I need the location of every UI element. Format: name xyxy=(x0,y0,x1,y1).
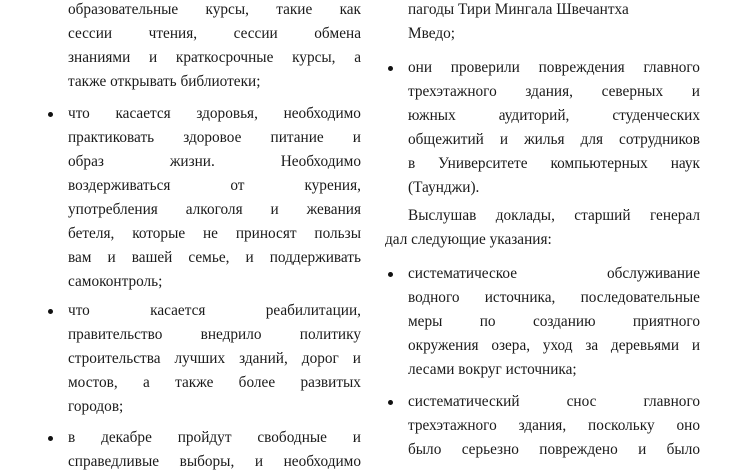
word: в xyxy=(408,155,416,172)
word: справедливые xyxy=(68,453,160,470)
word: и xyxy=(499,131,509,148)
text-line xyxy=(68,426,361,450)
word: жилья xyxy=(524,131,565,148)
text-line xyxy=(68,222,361,246)
word: и xyxy=(270,201,279,218)
word: что xyxy=(68,105,90,122)
word: курсы, xyxy=(292,49,336,66)
word: трехэтажного xyxy=(408,83,497,100)
word: дорог xyxy=(301,350,339,367)
word: вашей xyxy=(131,249,173,266)
word: употребления xyxy=(68,201,158,218)
text-line xyxy=(68,198,361,222)
text-line: пагоды Тири Мингала Швечантха xyxy=(408,1,629,18)
word: и xyxy=(245,249,254,266)
word: питание xyxy=(270,129,324,146)
word: декабре xyxy=(101,429,152,446)
word: оно xyxy=(676,417,700,434)
word: южных xyxy=(408,107,456,124)
text-line xyxy=(68,102,361,126)
word: образ xyxy=(68,153,104,170)
word: а xyxy=(354,49,361,66)
word: и xyxy=(638,441,647,458)
word: Университете xyxy=(438,155,528,172)
word: и xyxy=(149,49,158,66)
bullet-icon xyxy=(48,112,53,117)
word: обслуживание xyxy=(606,265,700,282)
text-line xyxy=(408,286,700,310)
word: уход xyxy=(542,337,573,354)
text-line xyxy=(408,438,700,462)
word: лучших xyxy=(174,350,226,367)
word: сессии xyxy=(233,25,278,42)
word: серьезно xyxy=(461,441,519,458)
word: и xyxy=(107,249,116,266)
text-line xyxy=(68,323,361,347)
word: за xyxy=(585,337,599,354)
word: семье, xyxy=(188,249,230,266)
word: для xyxy=(580,131,603,148)
word: приятного xyxy=(632,313,700,330)
word: снос xyxy=(566,393,597,410)
word: курсы, xyxy=(205,1,249,18)
word: мостов, xyxy=(68,374,118,391)
bullet-icon xyxy=(48,436,53,441)
word: было xyxy=(408,441,442,458)
word: здоровое xyxy=(183,129,242,146)
text-line xyxy=(408,390,700,414)
word: приносят xyxy=(235,225,297,242)
word: деревьями xyxy=(610,337,680,354)
bullet-icon xyxy=(48,309,53,314)
text-line xyxy=(68,126,361,150)
word: знаниями xyxy=(68,49,131,66)
word: как xyxy=(339,1,361,18)
word: созданию xyxy=(532,313,596,330)
word: проверили xyxy=(450,59,520,76)
text-line: Мведо; xyxy=(408,25,456,42)
word: бетеля, xyxy=(68,225,115,242)
word: пользы xyxy=(314,225,361,242)
bullet-icon xyxy=(388,272,393,277)
bullet-icon xyxy=(388,66,393,71)
word: они xyxy=(408,59,433,76)
word: вам xyxy=(68,249,92,266)
word: и xyxy=(254,453,264,470)
text-line xyxy=(68,22,361,46)
word: северных xyxy=(601,83,664,100)
word: повреждения xyxy=(538,59,625,76)
text-line xyxy=(68,299,361,323)
text-line xyxy=(68,46,361,70)
word: и xyxy=(691,337,700,354)
word: сессии xyxy=(68,25,113,42)
word: по xyxy=(479,313,496,330)
text-line xyxy=(408,56,700,80)
text-line xyxy=(408,334,700,358)
text-line xyxy=(408,262,700,286)
text-line xyxy=(408,128,700,152)
word: Выслушав xyxy=(408,207,477,224)
text-line xyxy=(408,310,700,334)
word: студенческих xyxy=(612,107,700,124)
text-line xyxy=(68,371,361,395)
text-line: (Таунджи). xyxy=(408,179,480,196)
word: и xyxy=(352,350,361,367)
word: обмена xyxy=(314,25,361,42)
text-line: городов; xyxy=(68,398,124,415)
word: чтения, xyxy=(148,25,198,42)
text-line: также открывать библиотеки; xyxy=(68,73,261,90)
word: здания, xyxy=(525,83,573,100)
word: трехэтажного xyxy=(408,417,497,434)
word: источника, xyxy=(484,289,556,306)
word: правительство xyxy=(68,326,163,343)
word: сотрудников xyxy=(619,131,700,148)
word: внедрило xyxy=(200,326,262,343)
word: воздерживаться xyxy=(68,177,171,194)
word: здоровья, xyxy=(196,105,258,122)
word: алкоголя xyxy=(185,201,243,218)
word: и xyxy=(691,83,700,100)
word: реабилитации, xyxy=(265,302,361,319)
word: систематический xyxy=(408,393,520,410)
word: политику xyxy=(299,326,361,343)
text-line xyxy=(408,80,700,104)
text-line xyxy=(68,150,361,174)
text-line xyxy=(408,414,700,438)
word: здания, xyxy=(518,417,567,434)
word: Необходимо xyxy=(280,153,361,170)
word: общежитий xyxy=(408,131,484,148)
word: водного xyxy=(408,289,460,306)
word: необходимо xyxy=(283,453,361,470)
word: курения, xyxy=(304,177,361,194)
text-line xyxy=(68,174,361,198)
text-line xyxy=(408,104,700,128)
word: развитых xyxy=(300,374,361,391)
text-line xyxy=(68,450,361,474)
word: жевания xyxy=(306,201,361,218)
word: а xyxy=(143,374,150,391)
bullet-icon xyxy=(388,400,393,405)
word: главного xyxy=(643,393,700,410)
text-line xyxy=(68,246,361,270)
text-line xyxy=(408,152,700,176)
word: необходимо xyxy=(283,105,361,122)
word: компьютерных xyxy=(550,155,648,172)
word: зданий, xyxy=(239,350,288,367)
word: повреждено xyxy=(539,441,618,458)
word: которые xyxy=(132,225,186,242)
word: более xyxy=(238,374,276,391)
word: краткосрочные xyxy=(175,49,274,66)
word: последовательные xyxy=(580,289,700,306)
text-line: лесами вокруг источника; xyxy=(408,361,577,378)
word: такие xyxy=(276,1,313,18)
word: меры xyxy=(408,313,443,330)
word: поддерживать xyxy=(269,249,361,266)
word: практиковать xyxy=(68,129,155,146)
word: выборы, xyxy=(179,453,235,470)
word: от xyxy=(230,177,245,194)
text-line: самоконтроль; xyxy=(68,273,163,290)
word: поскольку xyxy=(588,417,655,434)
word: аудиторий, xyxy=(498,107,570,124)
word: и xyxy=(352,429,361,446)
word: касается xyxy=(115,105,171,122)
text-line xyxy=(68,0,361,22)
word: жизни. xyxy=(169,153,215,170)
word: систематическое xyxy=(408,265,518,282)
word: пройдут xyxy=(177,429,232,446)
word: также xyxy=(175,374,214,391)
word: озера, xyxy=(491,337,531,354)
word: свободные xyxy=(257,429,327,446)
text-line xyxy=(408,204,700,228)
word: в xyxy=(68,429,76,446)
word: наук xyxy=(670,155,700,172)
word: и xyxy=(352,129,361,146)
text-line xyxy=(68,347,361,371)
word: что xyxy=(68,302,90,319)
word: генерал xyxy=(649,207,700,224)
word: образовательные xyxy=(68,1,179,18)
word: главного xyxy=(643,59,700,76)
word: окружения xyxy=(408,337,479,354)
word: старший xyxy=(574,207,631,224)
text-line: дал следующие указания: xyxy=(385,231,552,248)
word: строительства xyxy=(68,350,161,367)
word: было xyxy=(666,441,700,458)
word: доклады, xyxy=(495,207,555,224)
word: касается xyxy=(150,302,206,319)
word: не xyxy=(202,225,218,242)
